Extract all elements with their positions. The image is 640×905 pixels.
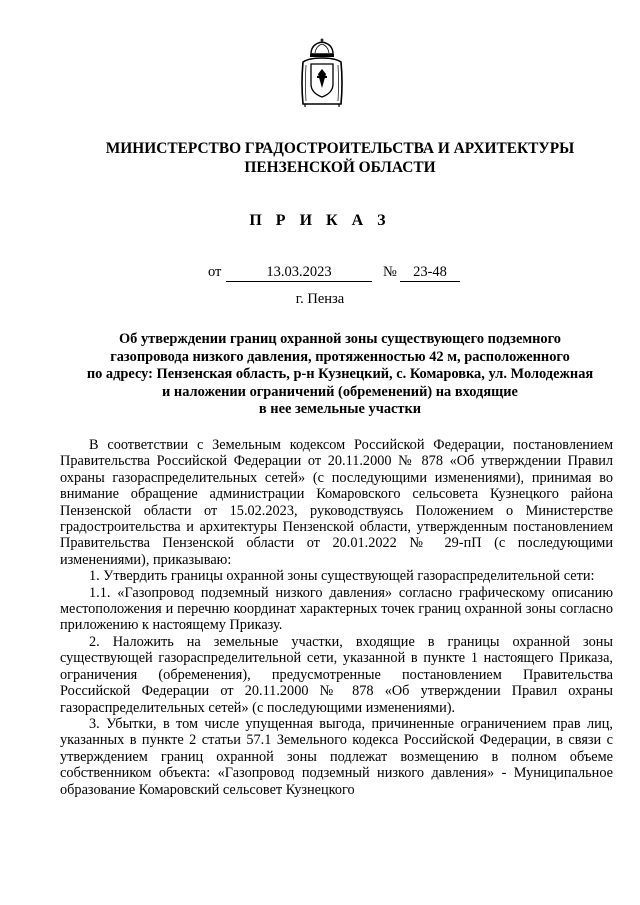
ministry-name-line2: ПЕНЗЕНСКОЙ ОБЛАСТИ [244, 159, 436, 176]
subject-line: в нее земельные участки [258, 401, 422, 418]
order-body [60, 437, 613, 798]
order-date-number [208, 264, 488, 284]
body-paragraph-preamble: В соответствии с Земельным кодексом Российской Федерации, постановлением Правительства Российской Федерации от 20.11.2000 № 878 «Об утверждении Правил охраны газораспределительных сетей» (с последующими изменениями), принимая во внимание обращение администрации Комаровского сельсовета Кузнецкого района Пензенской области от 15.02.2023, руководствуясь Положением о Министерстве градостроительства и архитектуры Пензенской области, утвержденным постановлением Правительства Пензенской области от 20.01.2022 № 29-пП (с последующими изменениями), приказываю: [60, 437, 613, 568]
ministry-name-line1: МИНИСТЕРСТВО ГРАДОСТРОИТЕЛЬСТВА И АРХИТЕКТУРЫ [105, 140, 575, 157]
coat-of-arms-emblem [297, 38, 347, 108]
body-paragraph-item-1-1: 1.1. «Газопровод подземный низкого давления» согласно графическому описанию местоположения и перечню координат характерных точек границ охранной зоны согласно приложению к настоящему Приказу. [60, 584, 613, 634]
document-type-title: П Р И К А З [249, 212, 391, 229]
subject-line: газопровода низкого давления, протяженностью 42 м, расположенного [110, 348, 570, 365]
subject-line: и наложении ограничений (обременений) на входящие [162, 383, 518, 400]
number-prefix: № [383, 264, 397, 280]
body-paragraph-item-1: 1. Утвердить границы охранной зоны существующей газораспределительной сети: [89, 568, 595, 585]
body-paragraph-item-2: 2. Наложить на земельные участки, входящие в границы охранной зоны существующей газораспределительной сети, указанной в пункте 1 настоящего Приказа, ограничения (обременения), предусмотренные постановлением Правительства Российской Федерации от 20.11.2000 № 878 «Об утверждении Правил охраны газораспределительных сетей» (с последующими изменениями). [60, 633, 613, 716]
order-date: 13.03.2023 [226, 264, 372, 282]
body-paragraph-item-3: 3. Убытки, в том числе упущенная выгода, причиненные ограничением прав лиц, указанных в пункте 2 статьи 57.1 Земельного кодекса Российской Федерации, в связи с утверждением границ охранной зоны подлежат возмещению в полном объеме собственником объекта: «Газопровод подземный низкого давления» - Муниципальное образование Комаровский сельсовет Кузнецкого [60, 715, 613, 798]
city: г. Пенза [295, 291, 345, 307]
order-subject [60, 331, 620, 419]
order-number: 23-48 [400, 264, 460, 282]
subject-line: по адресу: Пензенская область, р-н Кузнецкий, с. Комаровка, ул. Молодежная [86, 366, 594, 383]
subject-line: Об утверждении границ охранной зоны существующего подземного [118, 331, 561, 347]
ministry-name [60, 139, 620, 177]
date-prefix: от [208, 264, 222, 280]
